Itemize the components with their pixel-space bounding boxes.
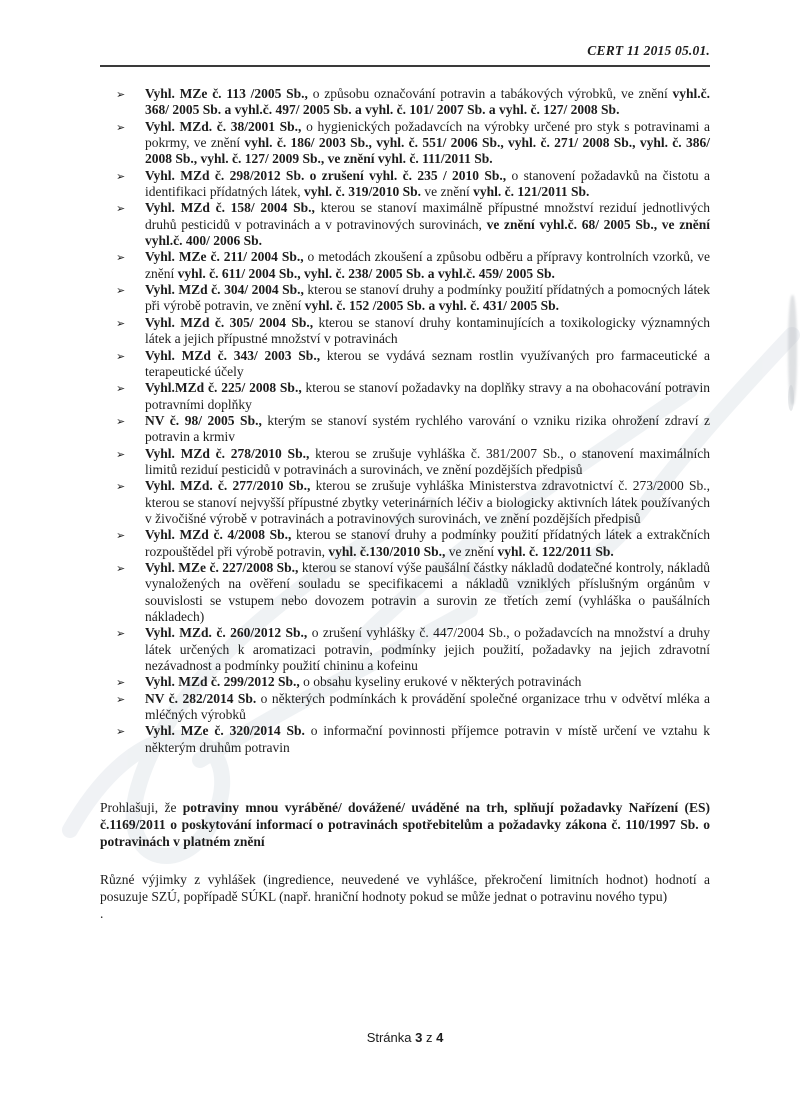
page-content (100, 86, 710, 923)
list-item (100, 380, 710, 413)
text: o hygienických požadavcích na výrobky určené pro styk s potravinami a pokrmy, ve znění (145, 118, 710, 151)
arrow-bullet-icon: ➢ (116, 120, 126, 134)
text: o způsobu označování potravin a tabákových výrobků, ve znění (307, 86, 673, 101)
bold-text: NV č. 98/ 2005 Sb., (145, 412, 262, 428)
text: o informační povinnosti příjemce potravin v místě určení ve vztahu k některým druhům potravin (145, 723, 710, 755)
arrow-bullet-icon: ➢ (116, 627, 126, 641)
list-item (100, 527, 710, 560)
list-item (100, 674, 710, 690)
bold-text: Vyhl. MZd č. 343/ 2003 Sb., (145, 347, 321, 363)
list-item (100, 478, 710, 527)
page-header (100, 42, 710, 67)
bold-text: 4 (436, 1030, 444, 1045)
arrow-bullet-icon: ➢ (116, 561, 126, 575)
bold-text: vyhl. č.130/2010 Sb., (328, 543, 446, 559)
text: kterou se vydává seznam rostlin využívaných pro farmaceutické a terapeutické účely (145, 347, 710, 379)
list-item (100, 282, 710, 315)
list-item (100, 200, 710, 249)
list-item (100, 168, 710, 201)
arrow-bullet-icon: ➢ (116, 447, 126, 461)
list-item (100, 249, 710, 282)
bold-text: vyhl. č. 121/2011 Sb. (473, 184, 590, 200)
bold-text: 3 (415, 1030, 423, 1045)
paragraph (100, 872, 710, 906)
text: kterou se stanoví druhy a podmínky použití přídatných a pomocných látek při výrobě potravin, ve znění (145, 282, 710, 314)
arrow-bullet-icon: ➢ (116, 382, 126, 396)
list-item (100, 691, 710, 724)
bold-text: Vyhl. MZd č. 304/ 2004 Sb., (145, 282, 304, 298)
list-item (100, 86, 710, 119)
bold-text: Vyhl. MZd č. 305/ 2004 Sb., (145, 314, 314, 330)
text: o metodách zkoušení a způsobu odběru a přípravy kontrolních vzorků, ve znění (145, 249, 710, 281)
text: o stanovení požadavků na čistotu a identifikaci přídatných látek, (145, 167, 710, 200)
text: kterou se zrušuje vyhláška Ministerstva zdravotnictví č. 273/2000 Sb., kterou se stanoví nejvyšší přípustné zbytky veterinárních léčiv a biologicky aktivních látek používaných v živočišné výrobě v potravinách a potravinových surovinách, ve znění pozdějších předpisů (145, 478, 710, 526)
arrow-bullet-icon: ➢ (116, 414, 126, 428)
text: kterou se stanoví výše paušální částky nákladů dodatečné kontroly, nákladů vynaložených na ověření souladu se specifikacemi a nákladů vzniklých příslušným orgánům v souvislosti se vstupem nebo dovozem potravin a surovin ze třetích zemí (vyhláška o paušálních nákladech) (145, 559, 710, 624)
list-item (100, 723, 710, 756)
text: o některých podmínkách k provádění společné organizace trhu v odvětví mléka a mléčných výrobků (145, 690, 710, 723)
arrow-bullet-icon: ➢ (116, 725, 126, 739)
bold-text: vyhl. č. 186/ 2003 Sb., vyhl. č. 551/ 2006 Sb., vyhl. č. 271/ 2008 Sb., vyhl. č. 386/ 2008 Sb., vyhl. č. 127/ 2009 Sb., ve znění vyhl. č. 111/2011 Sb. (145, 135, 710, 167)
arrow-bullet-icon: ➢ (116, 169, 126, 183)
text: o zrušení vyhlášky č. 447/2004 Sb., o požadavcích na množství a druhy látek určených k aromatizaci potravin, podmínky jejich použití, požadavky na jejich zdravotní nezávadnost a podmínky použití chininu a kofeinu (145, 625, 710, 674)
list-item (100, 413, 710, 446)
arrow-bullet-icon: ➢ (116, 480, 126, 494)
text: kterou se zrušuje vyhláška č. 381/2007 Sb., o stanovení maximálních limitů reziduí pesticidů v potravinách a surovinách, ve znění pozdějších předpisů (145, 445, 710, 477)
list-item (100, 560, 710, 625)
arrow-bullet-icon: ➢ (116, 284, 126, 298)
scan-artifact (788, 385, 794, 411)
bold-text: ve znění vyhl.č. 68/ 2005 Sb., ve znění vyhl.č. 400/ 2006 Sb. (145, 216, 710, 249)
arrow-bullet-icon: ➢ (116, 316, 126, 330)
text: z (422, 1030, 437, 1045)
bold-text: Vyhl. MZd. č. 38/2001 Sb., (145, 118, 302, 134)
bold-text: Vyhl. MZe č. 211/ 2004 Sb., (145, 249, 304, 265)
text: Stránka (366, 1030, 416, 1045)
arrow-bullet-icon: ➢ (116, 676, 126, 690)
text: Prohlašuji, že (100, 800, 183, 816)
text: kterým se stanoví systém rychlého varování o vzniku rizika ohrožení zdraví z potravin a krmiv (145, 412, 710, 445)
text: Různé výjimky z vyhlášek (ingredience, neuvedené ve vyhlášce, překročení limitních hodnot) hodnotí a posuzuje SZÚ, popřípadě SÚKL (např. hraniční hodnoty pokud se může jednat o potravinu nového typu) (100, 872, 710, 905)
text: kterou se stanoví druhy kontaminujících a toxikologicky významných látek a jejich přípustné množství v potravinách (145, 314, 710, 347)
paragraph (100, 800, 710, 850)
arrow-bullet-icon: ➢ (116, 88, 126, 101)
bold-text: Vyhl. MZd č. 158/ 2004 Sb., (145, 200, 315, 216)
arrow-bullet-icon: ➢ (116, 529, 126, 543)
text: ve znění (420, 184, 474, 200)
body-paragraphs (100, 800, 710, 923)
paragraph (100, 906, 710, 923)
bold-text: Vyhl.MZd č. 225/ 2008 Sb., (145, 380, 302, 396)
list-item (100, 315, 710, 348)
bold-text: Vyhl. MZe č. 320/2014 Sb. (145, 723, 305, 739)
list-item (100, 625, 710, 674)
bold-text: NV č. 282/2014 Sb. (145, 690, 257, 706)
bold-text: vyhl. č. 122/2011 Sb. (497, 543, 614, 559)
text: ve znění (445, 543, 498, 559)
bold-text: Vyhl. MZd č. 278/2010 Sb., (145, 445, 310, 461)
bold-text: Vyhl. MZe č. 227/2008 Sb., (145, 559, 299, 575)
bold-text: vyhl. č. 611/ 2004 Sb., vyhl. č. 238/ 2005 Sb. a vyhl.č. 459/ 2005 Sb. (177, 265, 555, 281)
bold-text: Vyhl. MZd. č. 260/2012 Sb., (145, 625, 308, 641)
list-item (100, 119, 710, 168)
bold-text: vyhl.č. 368/ 2005 Sb. a vyhl.č. 497/ 2005 Sb. a vyhl. č. 101/ 2007 Sb. a vyhl. č. 127/ 2008 Sb. (145, 86, 710, 118)
page-footer-text (367, 1030, 444, 1045)
text: . (100, 906, 104, 922)
bold-text: Vyhl. MZd č. 4/2008 Sb., (145, 527, 292, 543)
arrow-bullet-icon: ➢ (116, 251, 126, 265)
list-item (100, 348, 710, 381)
bold-text: potraviny mnou vyráběné/ dovážené/ uváděné na trh, splňují požadavky Nařízení (ES) č.1169/2011 o poskytování informací o potravinách spotřebitelům a požadavky zákona č. 110/1997 Sb. o potravinách v platném znění (100, 800, 710, 849)
document-code: CERT 11 2015 05.01. (587, 43, 710, 58)
text: kterou se stanoví požadavky na doplňky stravy a na obohacování potravin potravními doplňky (145, 380, 710, 412)
text: kterou se stanoví maximálně přípustné množství reziduí jednotlivých druhů pesticidů v potravinách a v potravinových surovinách, (145, 200, 710, 232)
regulation-list (100, 86, 710, 756)
bold-text: vyhl. č. 319/2010 Sb. (303, 184, 421, 200)
text: kterou se stanoví druhy a podmínky použití přídatných látek a extrakčních rozpouštědel při výrobě potravin, (145, 527, 710, 559)
bold-text: vyhl. č. 152 /2005 Sb. a vyhl. č. 431/ 2005 Sb. (304, 298, 559, 314)
arrow-bullet-icon: ➢ (116, 349, 126, 363)
list-item (100, 446, 710, 479)
page-footer (100, 1030, 710, 1045)
arrow-bullet-icon: ➢ (116, 202, 126, 216)
text: o obsahu kyseliny erukové v některých potravinách (299, 674, 582, 690)
arrow-bullet-icon: ➢ (116, 692, 126, 706)
bold-text: Vyhl. MZd č. 298/2012 Sb. o zrušení vyhl. č. 235 / 2010 Sb., (145, 167, 507, 183)
bold-text: Vyhl. MZd č. 299/2012 Sb., (145, 674, 300, 690)
bold-text: Vyhl. MZe č. 113 /2005 Sb., (145, 86, 308, 101)
bold-text: Vyhl. MZd. č. 277/2010 Sb., (145, 478, 311, 494)
